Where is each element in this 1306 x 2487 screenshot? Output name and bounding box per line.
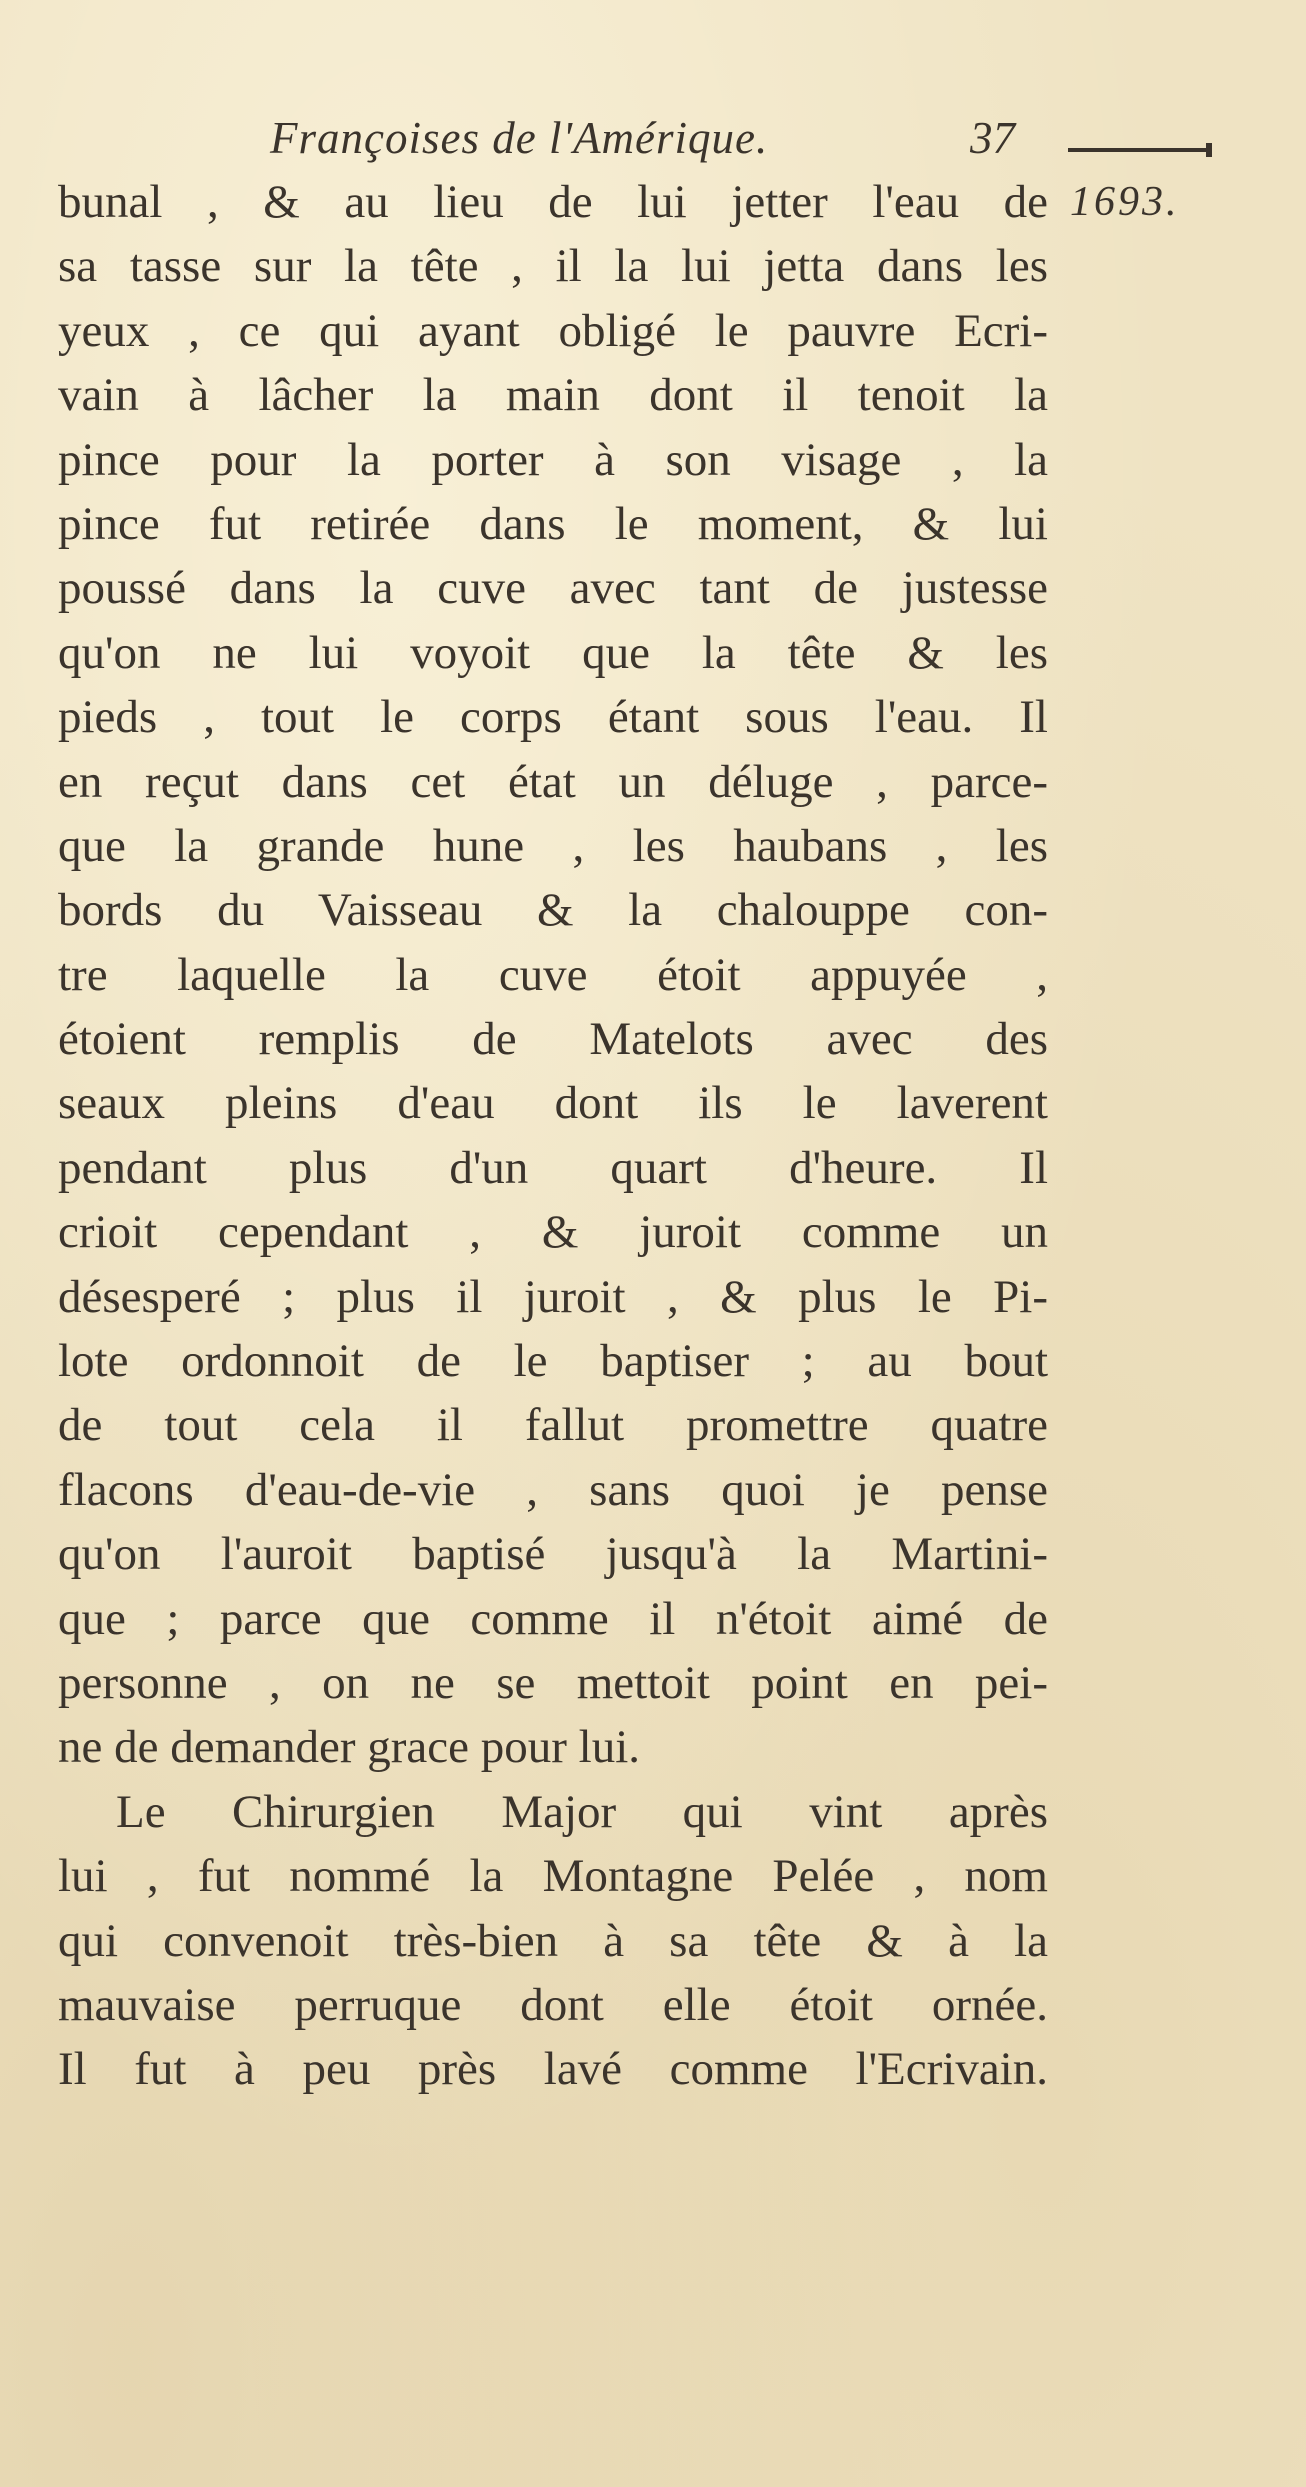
text-line: seaux pleins d'eau dont ils le laverent [58,1077,1048,1130]
text-line: personne , on ne se mettoit point en pei- [58,1656,1048,1709]
text-line-paragraph-start: Le Chirurgien Major qui vint après [116,1785,1048,1838]
text-line: pince pour la porter à son visage , la [58,433,1048,486]
text-line: pince fut retirée dans le moment, & lui [58,497,1048,550]
text-line: poussé dans la cuve avec tant de justesse [58,562,1048,615]
text-line: Il fut à peu près lavé comme l'Ecrivain. [58,2043,1048,2096]
text-line: que la grande hune , les haubans , les [58,819,1048,872]
text-line: de tout cela il fallut promettre quatre [58,1399,1048,1452]
text-line: yeux , ce qui ayant obligé le pauvre Ecri- [58,304,1048,357]
text-line: tre laquelle la cuve étoit appuyée , [58,948,1048,1001]
text-line: pieds , tout le corps étant sous l'eau. Il [58,691,1048,744]
text-line: étoient remplis de Matelots avec des [58,1013,1048,1066]
text-line: qui convenoit très-bien à sa tête & à la [58,1914,1048,1967]
page-header [270,112,1015,172]
header-rule [1068,148,1208,152]
text-line: que ; parce que comme il n'étoit aimé de [58,1592,1048,1645]
text-line: qu'on ne lui voyoit que la tête & les [58,626,1048,679]
margin-year-note: 1693. [1070,179,1180,225]
text-line: vain à lâcher la main dont il tenoit la [58,369,1048,422]
text-line: flacons d'eau-de-vie , sans quoi je pense [58,1463,1048,1516]
body-text [58,170,1048,2102]
text-line: crioit cependant , & juroit comme un [58,1206,1048,1259]
text-line: lote ordonnoit de le baptiser ; au bout [58,1335,1048,1388]
text-line-paragraph-end: ne de demander grace pour lui. [58,1721,641,1774]
text-line: désesperé ; plus il juroit , & plus le Pi- [58,1270,1048,1323]
text-line: bunal , & au lieu de lui jetter l'eau de [58,176,1048,228]
text-line: sa tasse sur la tête , il la lui jetta dans les [58,240,1048,293]
text-line: lui , fut nommé la Montagne Pelée , nom [58,1850,1048,1903]
text-line: mauvaise perruque dont elle étoit ornée. [58,1978,1048,2031]
page-number: 37 [970,113,1015,163]
text-line: en reçut dans cet état un déluge , parce- [58,755,1048,808]
text-line: qu'on l'auroit baptisé jusqu'à la Martini- [58,1528,1048,1581]
text-line: bords du Vaisseau & la chalouppe con- [58,884,1048,937]
text-line: pendant plus d'un quart d'heure. Il [58,1141,1048,1194]
running-title: Françoises de l'Amérique. [270,113,769,163]
